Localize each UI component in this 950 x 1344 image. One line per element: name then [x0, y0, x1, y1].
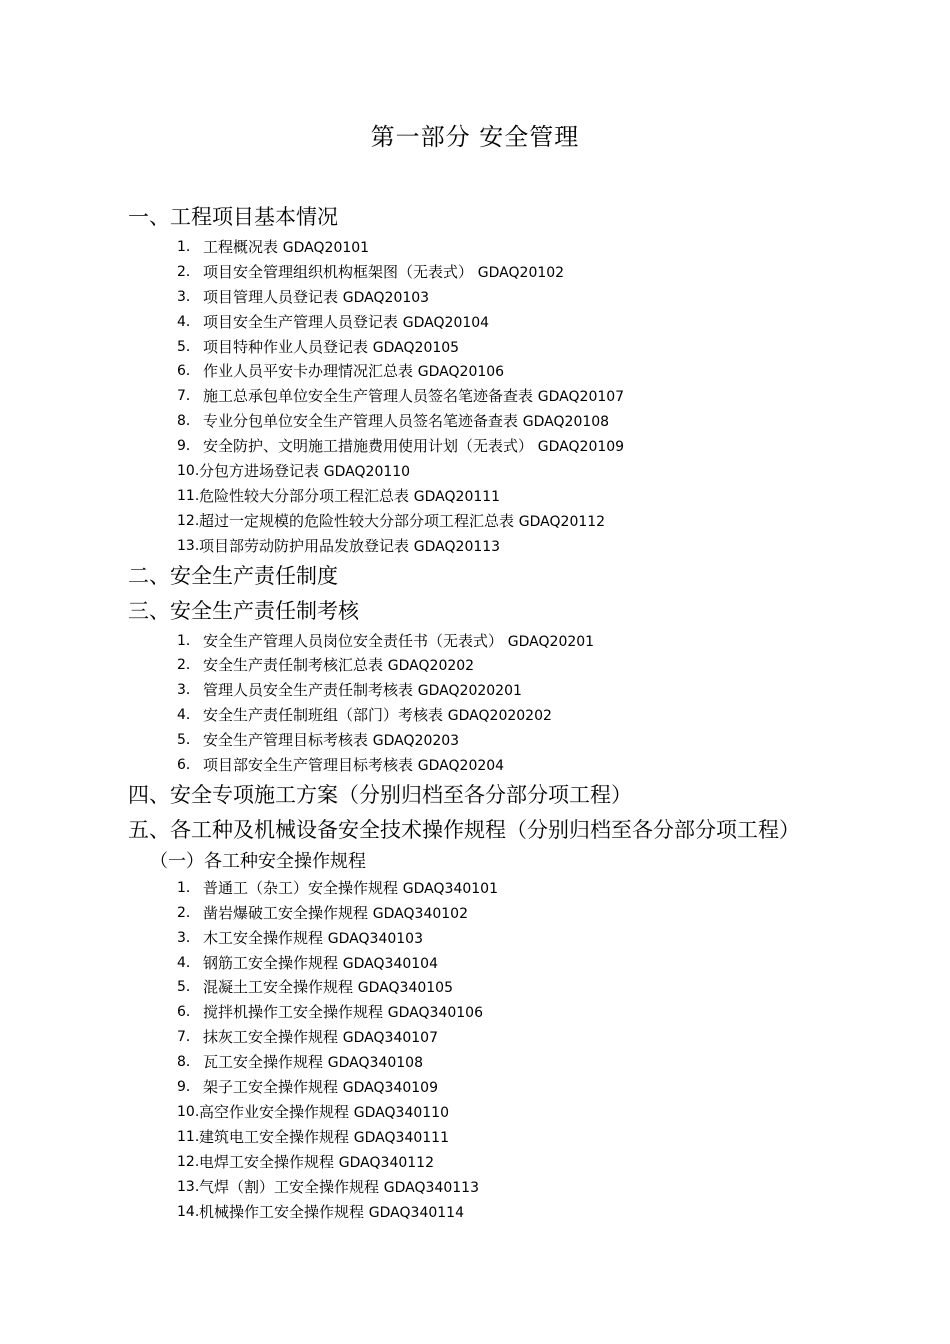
sub-heading: （一）各工种安全操作规程	[150, 850, 366, 872]
item-code: GDAQ20101	[282, 240, 370, 256]
item-number: 6．	[177, 363, 200, 380]
item-text	[203, 678, 522, 704]
list-item	[0, 359, 950, 384]
item-text	[199, 509, 605, 535]
list-item	[0, 384, 950, 409]
item-number: 5．	[177, 979, 200, 996]
item-number: 7．	[177, 388, 200, 405]
item-title: 项目安全管理组织机构框架图（无表式）	[203, 262, 474, 281]
item-code: GDAQ20102	[477, 264, 565, 281]
section-heading: 三、安全生产责任制考核	[128, 598, 359, 623]
list-item	[0, 534, 950, 559]
item-title: 安全防护、文明施工措施费用使用计划（无表式）	[203, 437, 534, 456]
item-title: 木工安全操作规程	[203, 928, 324, 947]
item-code: GDAQ2020201	[417, 683, 522, 700]
item-number: 4．	[177, 954, 200, 971]
item-list	[0, 235, 950, 559]
item-text	[203, 951, 438, 977]
item-number: 5．	[177, 338, 200, 355]
list-item	[0, 703, 950, 728]
item-number: 2．	[177, 657, 200, 674]
item-title: 项目特种作业人员登记表	[203, 337, 369, 356]
item-text	[203, 335, 459, 361]
item-title: 电焊工安全操作规程	[199, 1152, 335, 1171]
list-item	[0, 653, 950, 678]
section-heading: 四、安全专项施工方案（分别归档至各分部分项工程）	[128, 782, 632, 807]
item-title: 安全生产责任制班组（部门）考核表	[203, 706, 444, 725]
item-text	[203, 653, 474, 679]
section-heading: 二、安全生产责任制度	[128, 563, 338, 588]
item-number: 2．	[177, 904, 200, 921]
item-number: 2．	[177, 263, 200, 280]
item-list	[0, 629, 950, 778]
item-title: 建筑电工安全操作规程	[199, 1127, 350, 1146]
item-text	[203, 876, 498, 902]
item-text	[203, 926, 423, 952]
item-text	[203, 1075, 438, 1101]
item-text	[199, 1125, 449, 1151]
item-text	[199, 1100, 449, 1126]
item-title: 架子工安全操作规程	[203, 1078, 339, 1097]
item-title: 工程概况表	[203, 238, 279, 256]
item-text	[199, 1200, 464, 1226]
item-text	[203, 285, 429, 311]
item-text	[203, 359, 504, 385]
item-number: 10.	[177, 1103, 200, 1120]
item-code: GDAQ20103	[342, 289, 430, 306]
item-code: GDAQ340112	[338, 1154, 434, 1171]
item-code: GDAQ20111	[413, 488, 501, 505]
item-code: GDAQ20104	[402, 314, 490, 331]
item-number: 12.	[177, 1153, 200, 1170]
item-text	[203, 434, 624, 460]
list-item	[0, 459, 950, 484]
item-number: 9．	[177, 1079, 200, 1096]
item-text	[203, 1050, 423, 1076]
table-of-contents	[0, 200, 950, 1224]
list-item	[0, 1050, 950, 1075]
item-code: GDAQ20201	[507, 633, 595, 650]
item-code: GDAQ340110	[353, 1104, 449, 1121]
list-item	[0, 285, 950, 310]
item-code: GDAQ340101	[402, 880, 498, 897]
item-text	[203, 235, 369, 261]
item-title: 超过一定规模的危险性较大分部分项工程汇总表	[199, 511, 515, 530]
item-title: 抹灰工安全操作规程	[203, 1028, 339, 1047]
list-item	[0, 260, 950, 285]
item-number: 11.	[177, 1128, 200, 1145]
item-title: 钢筋工安全操作规程	[203, 953, 339, 972]
item-number: 1．	[177, 632, 200, 649]
item-code: GDAQ340109	[342, 1080, 438, 1097]
item-code: GDAQ20204	[417, 758, 505, 775]
item-text	[203, 310, 489, 336]
list-item	[0, 728, 950, 753]
item-number: 10.	[177, 463, 200, 480]
item-code: GDAQ340105	[357, 980, 453, 997]
item-code: GDAQ20109	[537, 439, 625, 456]
list-item	[0, 409, 950, 434]
toc-section	[0, 559, 950, 594]
list-item	[0, 753, 950, 778]
list-item	[0, 629, 950, 654]
item-title: 专业分包单位安全生产管理人员签名笔迹备查表	[203, 412, 519, 431]
item-code: GDAQ340104	[342, 955, 438, 972]
item-title: 搅拌机操作工安全操作规程	[203, 1003, 384, 1022]
item-text	[199, 1175, 479, 1201]
item-code: GDAQ20112	[518, 513, 606, 530]
toc-section	[0, 200, 950, 559]
item-code: GDAQ340107	[342, 1030, 438, 1047]
list-item	[0, 1125, 950, 1150]
item-text	[199, 534, 500, 560]
item-title: 管理人员安全生产责任制考核表	[203, 681, 414, 700]
item-title: 项目部安全生产管理目标考核表	[203, 756, 414, 775]
list-item	[0, 1000, 950, 1025]
item-text	[203, 728, 459, 754]
item-number: 4．	[177, 707, 200, 724]
document-title: 第一部分 安全管理	[370, 123, 580, 151]
list-item	[0, 975, 950, 1000]
item-code: GDAQ20106	[417, 364, 505, 381]
item-number: 6．	[177, 1004, 200, 1021]
item-code: GDAQ20110	[323, 464, 411, 481]
item-text	[203, 975, 453, 1001]
item-text	[199, 484, 500, 510]
item-title: 危险性较大分部分项工程汇总表	[199, 486, 410, 505]
item-title: 气焊（割）工安全操作规程	[199, 1177, 380, 1196]
item-title: 项目安全生产管理人员登记表	[203, 312, 399, 331]
item-code: GDAQ340113	[383, 1179, 479, 1196]
list-item	[0, 310, 950, 335]
item-code: GDAQ2020202	[447, 708, 552, 725]
item-code: GDAQ340111	[353, 1129, 449, 1146]
item-number: 14.	[177, 1203, 200, 1220]
list-item	[0, 509, 950, 534]
item-title: 施工总承包单位安全生产管理人员签名笔迹备查表	[203, 387, 534, 406]
item-text	[199, 1150, 434, 1176]
list-item	[0, 678, 950, 703]
item-text	[203, 901, 468, 927]
item-code: GDAQ20107	[537, 389, 625, 406]
list-item	[0, 335, 950, 360]
item-code: GDAQ20105	[372, 339, 460, 356]
list-item	[0, 1100, 950, 1125]
item-title: 作业人员平安卡办理情况汇总表	[203, 362, 414, 381]
item-number: 1．	[177, 239, 200, 255]
item-number: 11.	[177, 487, 200, 504]
item-text	[203, 409, 609, 435]
item-title: 普通工（杂工）安全操作规程	[203, 878, 399, 897]
item-number: 6．	[177, 757, 200, 774]
item-title: 机械操作工安全操作规程	[199, 1202, 365, 1221]
list-item	[0, 484, 950, 509]
item-code: GDAQ340102	[372, 905, 468, 922]
item-text	[203, 1025, 438, 1051]
section-heading: 五、各工种及机械设备安全技术操作规程（分别归档至各分部分项工程）	[128, 817, 800, 842]
item-code: GDAQ20203	[372, 733, 460, 750]
list-item	[0, 1075, 950, 1100]
list-item	[0, 876, 950, 901]
item-number: 7．	[177, 1029, 200, 1046]
item-text	[203, 1000, 483, 1026]
item-code: GDAQ20113	[413, 538, 501, 555]
item-title: 项目部劳动防护用品发放登记表	[199, 536, 410, 555]
item-number: 3．	[177, 682, 200, 699]
item-text	[203, 629, 594, 655]
item-code: GDAQ20202	[387, 658, 475, 675]
toc-section	[0, 594, 950, 778]
list-item	[0, 901, 950, 926]
item-title: 安全生产管理人员岗位安全责任书（无表式）	[203, 631, 504, 650]
list-item	[0, 235, 950, 260]
item-number: 8．	[177, 413, 200, 430]
item-number: 13.	[177, 537, 200, 554]
section-heading: 一、工程项目基本情况	[128, 205, 338, 229]
list-item	[0, 1150, 950, 1175]
item-text	[203, 753, 504, 779]
item-title: 瓦工安全操作规程	[203, 1053, 324, 1072]
item-title: 安全生产管理目标考核表	[203, 731, 369, 750]
list-item	[0, 1175, 950, 1200]
item-text	[203, 260, 564, 286]
list-item	[0, 1200, 950, 1225]
item-number: 8．	[177, 1054, 200, 1071]
list-item	[0, 434, 950, 459]
item-title: 混凝土工安全操作规程	[203, 978, 354, 997]
item-title: 高空作业安全操作规程	[199, 1102, 350, 1121]
item-number: 3．	[177, 929, 200, 946]
item-list	[0, 876, 950, 1224]
item-number: 9．	[177, 438, 200, 455]
item-title: 项目管理人员登记表	[203, 287, 339, 306]
item-title: 安全生产责任制考核汇总表	[203, 656, 384, 675]
item-text	[199, 459, 410, 485]
item-number: 5．	[177, 732, 200, 749]
toc-section	[0, 778, 950, 813]
item-text	[203, 703, 552, 729]
list-item	[0, 926, 950, 951]
list-item	[0, 1025, 950, 1050]
item-code: GDAQ340114	[368, 1204, 464, 1221]
item-number: 3．	[177, 288, 200, 305]
item-number: 1．	[177, 879, 200, 896]
item-number: 12.	[177, 512, 200, 529]
item-number: 4．	[177, 313, 200, 330]
item-code: GDAQ340108	[327, 1055, 423, 1072]
item-number: 13.	[177, 1178, 200, 1195]
item-code: GDAQ340106	[387, 1005, 483, 1022]
item-title: 分包方进场登记表	[199, 462, 320, 481]
item-text	[203, 384, 624, 410]
list-item	[0, 951, 950, 976]
toc-section	[0, 813, 950, 1224]
item-code: GDAQ20108	[522, 414, 610, 431]
item-code: GDAQ340103	[327, 930, 423, 947]
item-title: 凿岩爆破工安全操作规程	[203, 903, 369, 922]
